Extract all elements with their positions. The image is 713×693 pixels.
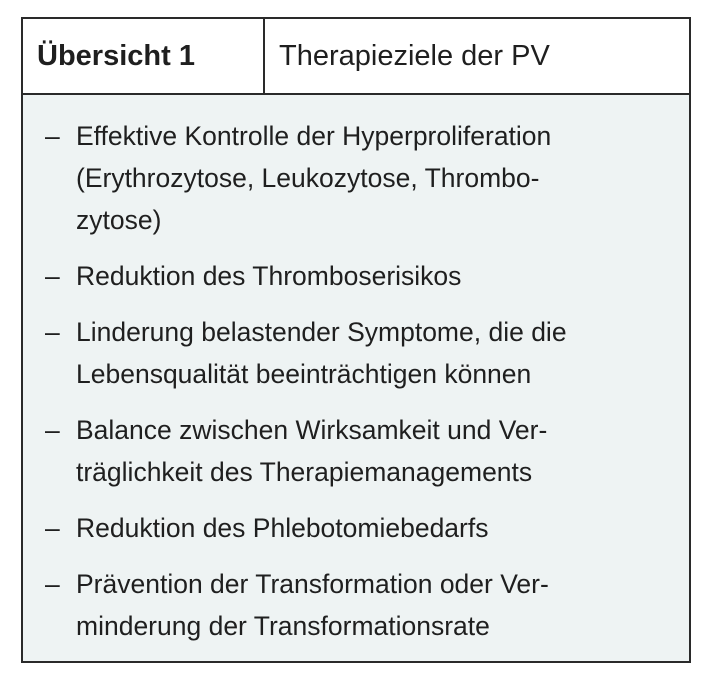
overview-title: Therapieziele der PV — [279, 39, 550, 72]
list-item — [45, 255, 675, 297]
list-item — [45, 115, 675, 241]
bullet-dash: – — [45, 513, 60, 543]
list-item — [45, 563, 675, 647]
item-line: Linderung belastender Symptome, die die — [76, 317, 567, 347]
goal-list — [23, 95, 689, 647]
bullet-dash: – — [45, 569, 60, 599]
item-line: Balance zwischen Wirksamkeit und Ver- — [76, 415, 548, 445]
bullet-dash: – — [45, 317, 60, 347]
list-item — [45, 507, 675, 549]
item-line: minderung der Transformationsrate — [76, 611, 490, 641]
bullet-dash: – — [45, 261, 60, 291]
list-item — [45, 409, 675, 493]
item-line: Effektive Kontrolle der Hyperproliferation — [76, 121, 552, 151]
item-line: zytose) — [76, 205, 162, 235]
bullet-dash: – — [45, 121, 60, 151]
item-line: Reduktion des Thromboserisikos — [76, 261, 462, 291]
item-line: (Erythrozytose, Leukozytose, Thrombo- — [76, 163, 540, 193]
item-line: Prävention der Transformation oder Ver- — [76, 569, 549, 599]
item-line: träglichkeit des Therapiemanagements — [76, 457, 533, 487]
list-item — [45, 311, 675, 395]
overview-header — [23, 19, 689, 95]
overview-box — [21, 17, 691, 663]
item-line: Lebensqualität beeinträchtigen können — [76, 359, 532, 389]
item-line: Reduktion des Phlebotomiebedarfs — [76, 513, 489, 543]
overview-label: Übersicht 1 — [23, 19, 265, 93]
bullet-dash: – — [45, 415, 60, 445]
